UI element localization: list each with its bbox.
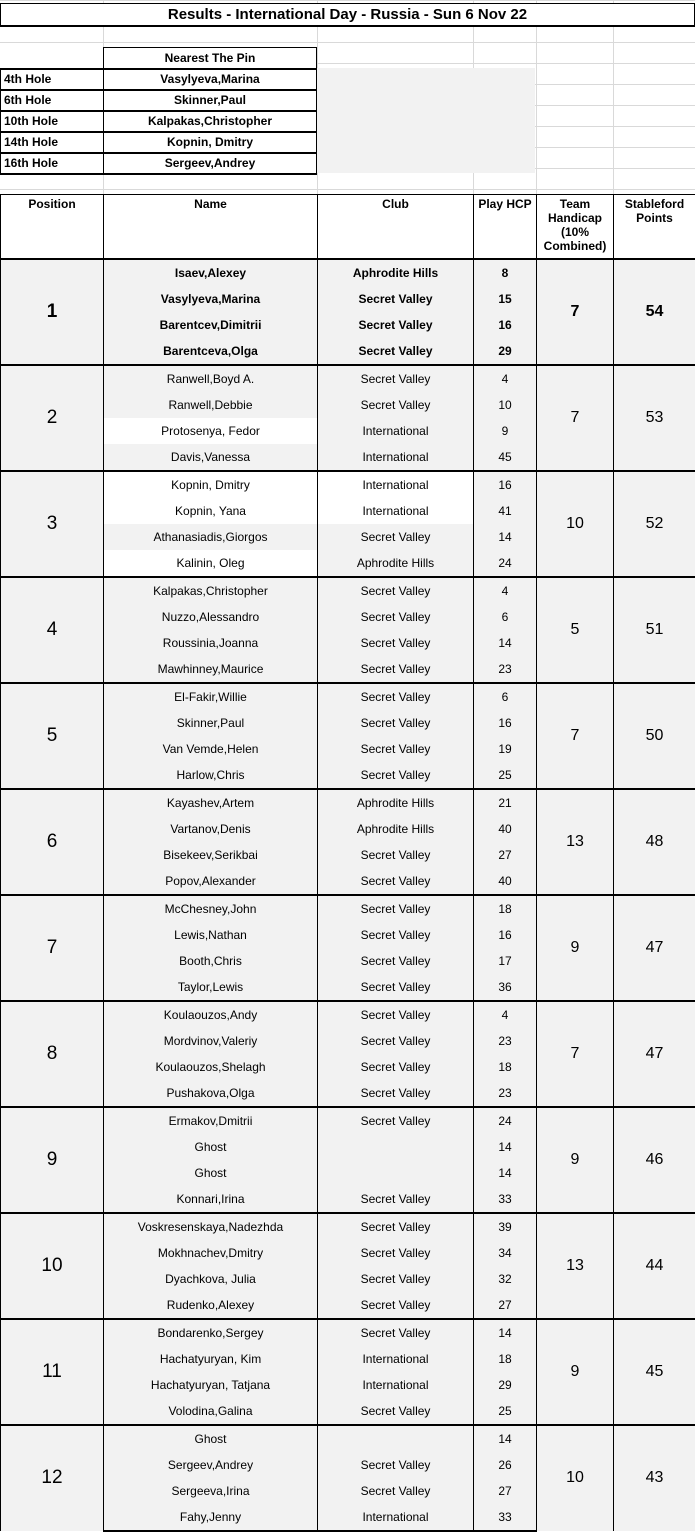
player-club: Secret Valley bbox=[318, 1028, 474, 1054]
player-play-hcp: 40 bbox=[474, 816, 537, 842]
player-row bbox=[1, 577, 695, 604]
player-name: Protosenya, Fedor bbox=[104, 418, 318, 444]
stableford-points: 50 bbox=[614, 683, 695, 789]
stableford-points: 53 bbox=[614, 365, 695, 471]
player-name: Sergeev,Andrey bbox=[104, 1452, 318, 1478]
nearest-pin-winner: Sergeev,Andrey bbox=[104, 153, 317, 174]
player-club: Secret Valley bbox=[318, 895, 474, 922]
player-play-hcp: 23 bbox=[474, 656, 537, 683]
player-play-hcp: 16 bbox=[474, 312, 537, 338]
player-name: Lewis,Nathan bbox=[104, 922, 318, 948]
stableford-points: 46 bbox=[614, 1107, 695, 1213]
team-group bbox=[1, 1213, 695, 1319]
player-club: Secret Valley bbox=[318, 1478, 474, 1504]
player-play-hcp: 33 bbox=[474, 1504, 537, 1531]
player-name: Skinner,Paul bbox=[104, 710, 318, 736]
player-play-hcp: 25 bbox=[474, 762, 537, 789]
stableford-points: 43 bbox=[614, 1425, 695, 1531]
player-club bbox=[318, 1425, 474, 1452]
player-name: Taylor,Lewis bbox=[104, 974, 318, 1001]
player-play-hcp: 18 bbox=[474, 1054, 537, 1080]
player-club: Secret Valley bbox=[318, 922, 474, 948]
player-name: Booth,Chris bbox=[104, 948, 318, 974]
player-club: Secret Valley bbox=[318, 392, 474, 418]
player-name: Hachatyuryan, Tatjana bbox=[104, 1372, 318, 1398]
player-club: International bbox=[318, 418, 474, 444]
team-position: 3 bbox=[1, 471, 104, 577]
player-name: Bisekeev,Serikbai bbox=[104, 842, 318, 868]
nearest-pin-heading: Nearest The Pin bbox=[104, 48, 317, 69]
team-position: 7 bbox=[1, 895, 104, 1001]
player-row bbox=[1, 1425, 695, 1452]
player-play-hcp: 4 bbox=[474, 1001, 537, 1028]
player-club: Secret Valley bbox=[318, 868, 474, 895]
col-team-handicap: Team Handicap (10% Combined) bbox=[537, 195, 614, 259]
nearest-pin-row bbox=[1, 90, 317, 111]
player-row bbox=[1, 365, 695, 392]
player-play-hcp: 18 bbox=[474, 1346, 537, 1372]
team-handicap: 7 bbox=[537, 365, 614, 471]
player-name: Isaev,Alexey bbox=[104, 259, 318, 286]
player-name: Vartanov,Denis bbox=[104, 816, 318, 842]
player-club: Secret Valley bbox=[318, 577, 474, 604]
team-group bbox=[1, 471, 695, 577]
nearest-pin-shade bbox=[317, 68, 535, 173]
player-club: Secret Valley bbox=[318, 1319, 474, 1346]
team-handicap: 9 bbox=[537, 895, 614, 1001]
team-group bbox=[1, 1001, 695, 1107]
team-handicap: 13 bbox=[537, 789, 614, 895]
player-play-hcp: 45 bbox=[474, 444, 537, 471]
player-play-hcp: 9 bbox=[474, 418, 537, 444]
player-club: Secret Valley bbox=[318, 683, 474, 710]
player-club: Secret Valley bbox=[318, 1107, 474, 1134]
player-name: Barentcev,Dimitrii bbox=[104, 312, 318, 338]
team-group bbox=[1, 259, 695, 365]
player-name: El-Fakir,Willie bbox=[104, 683, 318, 710]
player-club: Aphrodite Hills bbox=[318, 259, 474, 286]
nearest-pin-row bbox=[1, 111, 317, 132]
player-name: Ghost bbox=[104, 1160, 318, 1186]
nearest-pin-hole: 16th Hole bbox=[1, 153, 104, 174]
player-play-hcp: 16 bbox=[474, 922, 537, 948]
player-club: Secret Valley bbox=[318, 948, 474, 974]
col-position: Position bbox=[1, 195, 104, 259]
team-group bbox=[1, 895, 695, 1001]
player-name: Ranwell,Debbie bbox=[104, 392, 318, 418]
player-play-hcp: 23 bbox=[474, 1028, 537, 1054]
player-play-hcp: 16 bbox=[474, 710, 537, 736]
stableford-points: 44 bbox=[614, 1213, 695, 1319]
player-row bbox=[1, 259, 695, 286]
player-name: Mawhinney,Maurice bbox=[104, 656, 318, 683]
player-row bbox=[1, 683, 695, 710]
team-position: 4 bbox=[1, 577, 104, 683]
player-name: Nuzzo,Alessandro bbox=[104, 604, 318, 630]
player-play-hcp: 14 bbox=[474, 1134, 537, 1160]
player-play-hcp: 27 bbox=[474, 1292, 537, 1319]
player-play-hcp: 27 bbox=[474, 842, 537, 868]
player-name: Sergeeva,Irina bbox=[104, 1478, 318, 1504]
player-club: Secret Valley bbox=[318, 286, 474, 312]
player-name: Popov,Alexander bbox=[104, 868, 318, 895]
col-play-hcp: Play HCP bbox=[474, 195, 537, 259]
player-name: Koulaouzos,Shelagh bbox=[104, 1054, 318, 1080]
stableford-points: 47 bbox=[614, 1001, 695, 1107]
player-name: Barentceva,Olga bbox=[104, 338, 318, 365]
team-position: 1 bbox=[1, 259, 104, 365]
player-name: Davis,Vanessa bbox=[104, 444, 318, 471]
player-row bbox=[1, 789, 695, 816]
team-handicap: 10 bbox=[537, 1425, 614, 1531]
player-play-hcp: 6 bbox=[474, 683, 537, 710]
team-handicap: 7 bbox=[537, 259, 614, 365]
player-play-hcp: 16 bbox=[474, 471, 537, 498]
player-name: Roussinia,Joanna bbox=[104, 630, 318, 656]
player-club: Secret Valley bbox=[318, 1001, 474, 1028]
player-club: Secret Valley bbox=[318, 762, 474, 789]
player-club: Secret Valley bbox=[318, 1292, 474, 1319]
team-handicap: 5 bbox=[537, 577, 614, 683]
team-group bbox=[1, 577, 695, 683]
stableford-points: 47 bbox=[614, 895, 695, 1001]
team-position: 10 bbox=[1, 1213, 104, 1319]
player-play-hcp: 18 bbox=[474, 895, 537, 922]
player-club: Secret Valley bbox=[318, 604, 474, 630]
team-position: 6 bbox=[1, 789, 104, 895]
player-name: Pushakova,Olga bbox=[104, 1080, 318, 1107]
player-play-hcp: 10 bbox=[474, 392, 537, 418]
player-club: Secret Valley bbox=[318, 1054, 474, 1080]
team-handicap: 10 bbox=[537, 471, 614, 577]
player-name: McChesney,John bbox=[104, 895, 318, 922]
player-name: Ghost bbox=[104, 1134, 318, 1160]
player-row bbox=[1, 1107, 695, 1134]
player-club: Aphrodite Hills bbox=[318, 550, 474, 577]
player-name: Kalinin, Oleg bbox=[104, 550, 318, 577]
player-row bbox=[1, 471, 695, 498]
player-name: Rudenko,Alexey bbox=[104, 1292, 318, 1319]
player-play-hcp: 39 bbox=[474, 1213, 537, 1240]
team-handicap: 13 bbox=[537, 1213, 614, 1319]
player-play-hcp: 34 bbox=[474, 1240, 537, 1266]
nearest-pin-blank bbox=[1, 48, 104, 69]
player-club: Secret Valley bbox=[318, 1398, 474, 1425]
player-club: Secret Valley bbox=[318, 736, 474, 762]
player-name: Kopnin, Dmitry bbox=[104, 471, 318, 498]
team-position: 8 bbox=[1, 1001, 104, 1107]
player-name: Vasylyeva,Marina bbox=[104, 286, 318, 312]
player-play-hcp: 14 bbox=[474, 630, 537, 656]
team-handicap: 7 bbox=[537, 683, 614, 789]
player-play-hcp: 4 bbox=[474, 365, 537, 392]
player-club: Secret Valley bbox=[318, 338, 474, 365]
team-group bbox=[1, 1107, 695, 1213]
page-title: Results - International Day - Russia - Sun 6 Nov 22 bbox=[0, 3, 695, 27]
player-name: Kalpakas,Christopher bbox=[104, 577, 318, 604]
results-header-row bbox=[1, 195, 695, 259]
player-club: Secret Valley bbox=[318, 1080, 474, 1107]
player-club: Secret Valley bbox=[318, 1186, 474, 1213]
player-row bbox=[1, 1213, 695, 1240]
player-name: Dyachkova, Julia bbox=[104, 1266, 318, 1292]
nearest-pin-rows bbox=[1, 69, 317, 174]
player-play-hcp: 41 bbox=[474, 498, 537, 524]
player-play-hcp: 6 bbox=[474, 604, 537, 630]
player-club: Secret Valley bbox=[318, 842, 474, 868]
player-play-hcp: 23 bbox=[474, 1080, 537, 1107]
player-club: Secret Valley bbox=[318, 1240, 474, 1266]
player-club: International bbox=[318, 1504, 474, 1531]
player-play-hcp: 8 bbox=[474, 259, 537, 286]
player-name: Mordvinov,Valeriy bbox=[104, 1028, 318, 1054]
player-play-hcp: 15 bbox=[474, 286, 537, 312]
player-name: Kayashev,Artem bbox=[104, 789, 318, 816]
player-play-hcp: 26 bbox=[474, 1452, 537, 1478]
team-group bbox=[1, 365, 695, 471]
player-name: Van Vemde,Helen bbox=[104, 736, 318, 762]
nearest-pin-winner: Skinner,Paul bbox=[104, 90, 317, 111]
team-group bbox=[1, 683, 695, 789]
team-group bbox=[1, 789, 695, 895]
nearest-pin-winner: Kalpakas,Christopher bbox=[104, 111, 317, 132]
results-table bbox=[0, 194, 695, 1532]
team-handicap: 9 bbox=[537, 1107, 614, 1213]
player-name: Hachatyuryan, Kim bbox=[104, 1346, 318, 1372]
player-club bbox=[318, 1160, 474, 1186]
player-play-hcp: 33 bbox=[474, 1186, 537, 1213]
player-play-hcp: 14 bbox=[474, 1319, 537, 1346]
player-play-hcp: 29 bbox=[474, 338, 537, 365]
team-handicap: 9 bbox=[537, 1319, 614, 1425]
player-play-hcp: 32 bbox=[474, 1266, 537, 1292]
team-group bbox=[1, 1425, 695, 1531]
player-play-hcp: 36 bbox=[474, 974, 537, 1001]
player-row bbox=[1, 1319, 695, 1346]
player-name: Fahy,Jenny bbox=[104, 1504, 318, 1531]
player-name: Athanasiadis,Giorgos bbox=[104, 524, 318, 550]
player-club: Secret Valley bbox=[318, 630, 474, 656]
team-handicap: 7 bbox=[537, 1001, 614, 1107]
player-club: International bbox=[318, 471, 474, 498]
player-name: Koulaouzos,Andy bbox=[104, 1001, 318, 1028]
player-play-hcp: 21 bbox=[474, 789, 537, 816]
team-position: 2 bbox=[1, 365, 104, 471]
player-name: Harlow,Chris bbox=[104, 762, 318, 789]
player-play-hcp: 24 bbox=[474, 550, 537, 577]
nearest-pin-header-row bbox=[1, 48, 317, 69]
player-play-hcp: 40 bbox=[474, 868, 537, 895]
nearest-pin-hole: 14th Hole bbox=[1, 132, 104, 153]
player-club: Secret Valley bbox=[318, 710, 474, 736]
player-club: International bbox=[318, 444, 474, 471]
col-club: Club bbox=[318, 195, 474, 259]
player-name: Bondarenko,Sergey bbox=[104, 1319, 318, 1346]
player-club: Secret Valley bbox=[318, 524, 474, 550]
player-play-hcp: 14 bbox=[474, 1425, 537, 1452]
nearest-the-pin-table bbox=[0, 47, 317, 175]
nearest-pin-row bbox=[1, 153, 317, 174]
player-name: Ranwell,Boyd A. bbox=[104, 365, 318, 392]
nearest-pin-hole: 4th Hole bbox=[1, 69, 104, 90]
player-club: Secret Valley bbox=[318, 1266, 474, 1292]
player-row bbox=[1, 1001, 695, 1028]
player-play-hcp: 4 bbox=[474, 577, 537, 604]
player-name: Voskresenskaya,Nadezhda bbox=[104, 1213, 318, 1240]
team-position: 5 bbox=[1, 683, 104, 789]
player-play-hcp: 14 bbox=[474, 1160, 537, 1186]
nearest-pin-winner: Vasylyeva,Marina bbox=[104, 69, 317, 90]
stableford-points: 54 bbox=[614, 259, 695, 365]
team-position: 9 bbox=[1, 1107, 104, 1213]
team-position: 12 bbox=[1, 1425, 104, 1531]
col-stableford-points: Stableford Points bbox=[614, 195, 695, 259]
player-club: Secret Valley bbox=[318, 1452, 474, 1478]
player-play-hcp: 29 bbox=[474, 1372, 537, 1398]
stableford-points: 52 bbox=[614, 471, 695, 577]
col-name: Name bbox=[104, 195, 318, 259]
player-club: Secret Valley bbox=[318, 656, 474, 683]
player-club: International bbox=[318, 1372, 474, 1398]
player-club: Aphrodite Hills bbox=[318, 816, 474, 842]
nearest-pin-winner: Kopnin, Dmitry bbox=[104, 132, 317, 153]
player-name: Volodina,Galina bbox=[104, 1398, 318, 1425]
player-club: Secret Valley bbox=[318, 1213, 474, 1240]
player-club bbox=[318, 1134, 474, 1160]
player-play-hcp: 19 bbox=[474, 736, 537, 762]
player-play-hcp: 14 bbox=[474, 524, 537, 550]
nearest-pin-row bbox=[1, 69, 317, 90]
player-club: Secret Valley bbox=[318, 365, 474, 392]
player-play-hcp: 24 bbox=[474, 1107, 537, 1134]
player-play-hcp: 17 bbox=[474, 948, 537, 974]
nearest-pin-hole: 6th Hole bbox=[1, 90, 104, 111]
stableford-points: 51 bbox=[614, 577, 695, 683]
player-name: Konnari,Irina bbox=[104, 1186, 318, 1213]
team-group bbox=[1, 1319, 695, 1425]
player-club: International bbox=[318, 498, 474, 524]
player-club: Secret Valley bbox=[318, 312, 474, 338]
player-name: Kopnin, Yana bbox=[104, 498, 318, 524]
player-play-hcp: 27 bbox=[474, 1478, 537, 1504]
player-club: International bbox=[318, 1346, 474, 1372]
player-play-hcp: 25 bbox=[474, 1398, 537, 1425]
stableford-points: 45 bbox=[614, 1319, 695, 1425]
stableford-points: 48 bbox=[614, 789, 695, 895]
player-name: Mokhnachev,Dmitry bbox=[104, 1240, 318, 1266]
player-row bbox=[1, 895, 695, 922]
team-position: 11 bbox=[1, 1319, 104, 1425]
nearest-pin-row bbox=[1, 132, 317, 153]
player-club: Aphrodite Hills bbox=[318, 789, 474, 816]
player-club: Secret Valley bbox=[318, 974, 474, 1001]
player-name: Ghost bbox=[104, 1425, 318, 1452]
nearest-pin-hole: 10th Hole bbox=[1, 111, 104, 132]
player-name: Ermakov,Dmitrii bbox=[104, 1107, 318, 1134]
